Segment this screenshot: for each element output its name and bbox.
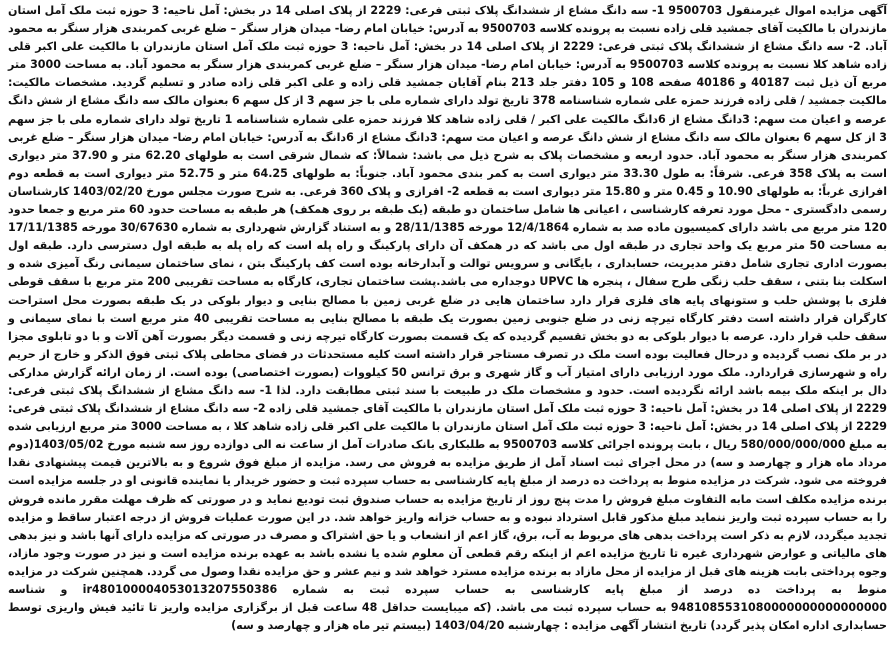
auction-notice-text: آگهی مزایده اموال غیرمنقول 9500703 1- سه دانگ مشاع از ششدانگ پلاک ثبتی فرعی: 2229 از پلاک اصلی 14 در بخش: آمل ناحیه: 3 حوزه ثبت ملک آمل استان مازندران با مالکیت آقای جمشید قلی زاده نسبت به پرونده کلاسه 9500703 به آدرس: خیابان امام رضا- میدان هزار سنگر – ضلع غربی کمربندی هزار سنگر به محمود آباد. 2- سه دانگ مشاع از ششدانگ پلاک ثبتی فرعی: 2229 از پلاک اصلی 14 در بخش: آمل ناحیه: 3 حوزه ثبت ملک آمل استان مازندران با مالکیت علی اکبر قلی زاده شاهد کلا نسبت به پرونده کلاسه 9500703 به آدرس: خیابان امام رضا- میدان هزار سنگر – ضلع غربی کمربندی هزار سنگر به محمود آباد. به مساحت 3000 متر مربع آن ذیل ثبت 40187 و 40186 صفحه 108 و 105 دفتر جلد 213 بنام آقایان جمشید قلی زاده و علی اکبر قلی زاده صادر و تسلیم گردید. مشخصات مالکیت: مالکیت جمشید / قلی زاده فرزند حمزه علی شماره شناسنامه 378 تاریخ تولد دارای شماره ملی با جز سهم 3 از کل سهم 6 بعنوان مالک سه دانگ مشاع از شش دانگ عرصه و اعیان مت سهم: 3دانگ مشاع از 6دانگ مالکیت علی اکبر / قلی زاده شاهد کلا فرزند حمزه علی شماره شناسنامه 1 تاریخ تولد دارای شماره ملی با جز سهم 3 از کل سهم 6 بعنوان مالک سه دانگ مشاع از شش دانگ عرصه و اعیان مت سهم: 3دانگ مشاع از 6دانگ به آدرس: خیابان امام رضا- میدان هزار سنگر – ضلع غربی کمربندی هزار سنگر به محمود آباد. حدود اربعه و مشخصات پلاک به شرح ذیل می باشد: شمالاً: که شمال شرقی است به طولهای 62.20 متر و 37.90 متر دیواری است به پلاک 358 فرعی. شرقاً: به طول 33.30 متر دیواری است به کمر بندی محمود آباد. جنوباً: به طولهای 64.25 متر و 52.75 متر دیواری است به قطعه دوم افرازی غرباً: به طولهای 10.90 و 0.45 متر و 15.80 متر دیواری است به قطعه 2- افرازی و پلاک 360 فرعی. به شرح صورت مجلس مورخ 1403/02/20 کارشناسان رسمی دادگستری - محل مورد تعرفه کارشناسی ، اعیانی ها شامل ساختمان دو طبقه (یک طبقه بر روی همکف) هر طبقه به مساحت حدود 60 متر مربع و جمعا حدود 120 متر مربع می باشد دارای کمیسیون ماده صد به شماره 12/4/1864 مورخه 28/11/1385 و به استناد گزارش شهرداری به شماره 30/67630 مورخه 17/11/1385 به مساحت 50 متر مربع یک واحد تجاری در طبقه اول می باشد که در همکف آن دارای پارکینگ و راه پله است که راه پله به طبقه اول دسترسی دارد. طبقه اول بصورت اداری تجاری شامل دفتر مدیریت، حسابداری ، بایگانی و سرویس توالت و آبدارخانه بوده است کف پارکینگ بتن ، نمای ساختمان سیمانی رنگ آمیزی شده و اسکلت بنا بتنی ، سقف حلب زنگی طرح سفال ، پنجره ها UPVC دوجداره می باشد.پشت ساختمان تجاری، کارگاه به مساحت تقریبی 200 متر مربع با سقف قوطی فلزی با پوشش حلب و ستونهای پایه های فلزی قرار دارد ساختمان هایی در ضلع غربی زمین با مصالح بنایی و دیوار بلوکی در یک طبقه بصورت محل استراحت کارگران قرار داشته است دفتر کارگاه تیرچه زنی در ضلع جنوبی زمین بصورت یک طبقه با مصالح بنایی به مساحت تقریبی 40 متر مربع است با نمای سیمانی و سقف حلب قرار دارد. عرصه با دیوار بلوکی به دو بخش تقسیم گردیده که یک قسمت بصورت کارگاه تیرچه زنی و قسمت دیگر بصورت آهن آلات و با دو تابلوی مجزا در بر ملک نصب گردیده و درحال فعالیت بوده است ملک در تصرف مستاجر قرار داشته است کلیه مستحدثات در فضای محاطی پلاک ثبتی فوق الذکر و خارج از حریم راه و شهرسازی قراردارد. ملک مورد ارزیابی دارای امتیاز آب و گاز شهری و برق ترانس 50 کیلووات (بصورت اختصاصی) بوده است. از زمان ارائه گزارش مدارکی دال بر اینکه ملک بیمه باشد ارائه نگردیده است. حدود و مشخصات ملک در طبیعت با سند ثبتی مطابقت دارد. لذا 1- سه دانگ مشاع از ششدانگ پلاک ثبتی فرعی: 2229 از پلاک اصلی 14 در بخش: آمل ناحیه: 3 حوزه ثبت ملک آمل استان مازندران با مالکیت آقای جمشید قلی زاده 2- سه دانگ مشاع از ششدانگ پلاک ثبتی فرعی: 2229 از پلاک اصلی 14 در بخش: آمل ناحیه: 3 حوزه ثبت ملک آمل استان مازندران با مالکیت علی اکبر قلی زاده شاهد کلا ، به مساحت 3000 متر مربع ارزیابی شده به مبلغ 580/000/000/000 ریال ، بابت پرونده اجرائی کلاسه 9500703 به طلبکاری بانک صادرات آمل از ساعت نه الی دوازده روز سه شنبه مورخ 1403/05/02(دوم مرداد ماه هزار و چهارصد و سه) در محل اجرای ثبت اسناد آمل از طریق مزایده به فروش می رسد. مزایده از مبلغ فوق شروع و به بالاترین قیمت پیشنهادی نقدا فروخته می شود. شرکت در مزایده منوط به پرداخت ده درصد از مبلغ پایه کارشناسی به حساب سپرده ثبت و حضور خریدار یا نماینده قانونی او در جلسه مزایده است برنده مزایده مکلف است مابه التفاوت مبلغ فروش را مدت پنج روز از تاریخ مزایده به حساب صندوق ثبت تودیع نماید و در صورتی که ظرف مهلت مقرر مانده فروش را به حساب سپرده ثبت واریز ننماید مبلغ مذکور قابل استرداد نبوده و به حساب خزانه واریز خواهد شد. در این صورت عملیات فروش از درجه اعتبار ساقط و مزایده تجدید میگردد، لازم به ذکر است پرداخت بدهی های مربوط به آب، برق، گاز اعم از انشعاب و یا حق اشتراک و مصرف در صورتی که مزایده دارای آنها باشد و نیز بدهی های مالیاتی و عوارض شهرداری غیره تا تاریخ مزایده اعم از اینکه رقم قطعی آن معلوم شده یا نشده باشد به عهده برنده مزایده است و نیز در صورت وجود مازاد، وجوه پرداختی بابت هزینه های قبل از مزایده از محل مازاد به برنده مزایده مسترد خواهد شد و نیم عشر و حق مزایده نقدا وصول می گردد. همچنین شرکت در مزایده منوط به پرداخت ده درصد از مبلغ پایه کارشناسی به حساب سپرده ثبت به شماره ir480100004053013207550386 و شناسه 9481085531080000000000000000 به حساب سپرده ثبت می باشد. (که میبایست حداقل 48 ساعت قبل از برگزاری مزایده واریز تا تائید فیش واریزی توسط حسابداری اداره امکان پذیر گردد) تاریخ انتشار آگهی مزایده : چهارشنبه 1403/04/20 (بیستم تیر ماه هزار و چهارصد و سه) [8, 4, 888, 633]
